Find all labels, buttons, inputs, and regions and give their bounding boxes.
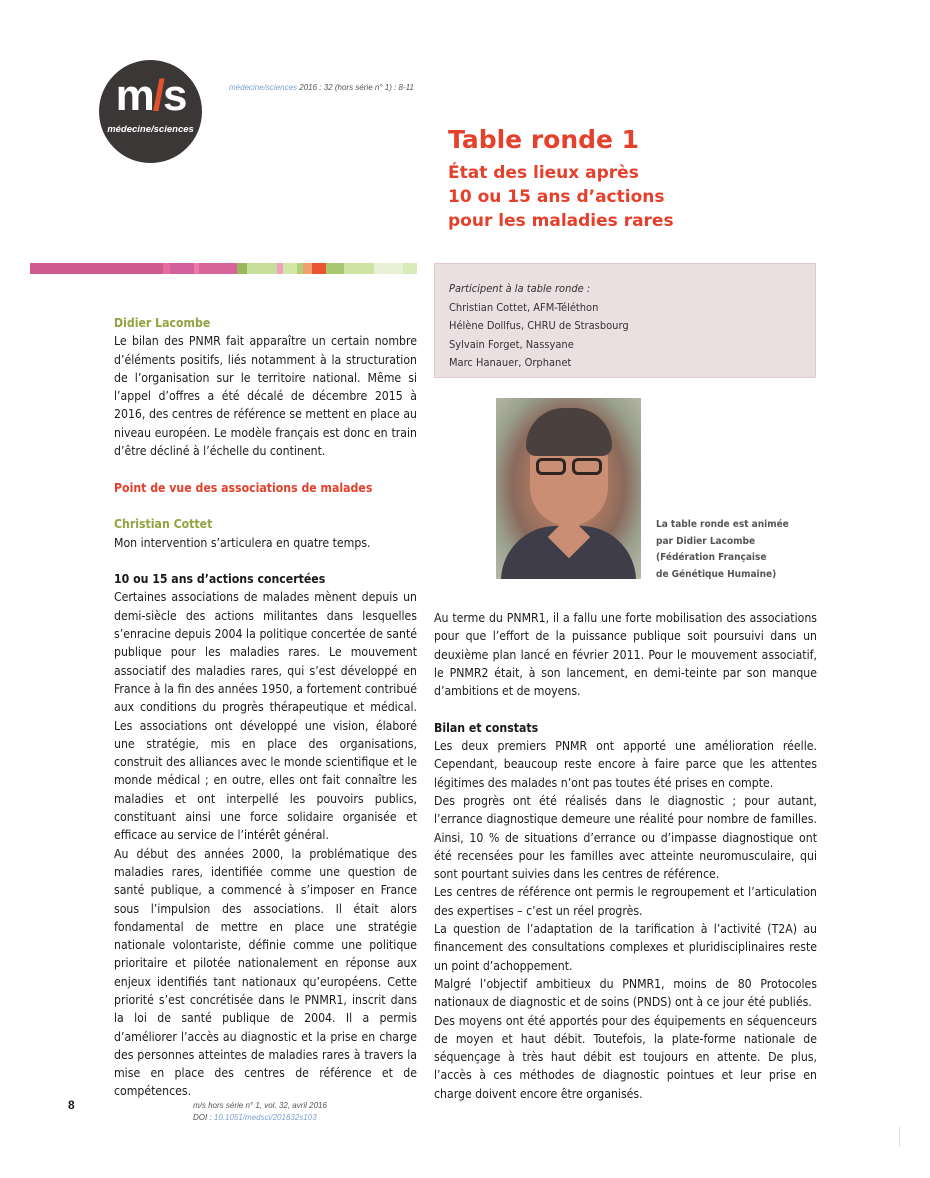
- color-bar-segment: [374, 263, 403, 274]
- participant-item: Sylvain Forget, Nassyane: [449, 337, 574, 351]
- section-heading: Point de vue des associations de malades: [114, 480, 373, 495]
- participant-item: Christian Cottet, AFM-Téléthon: [449, 300, 599, 314]
- color-bar-segment: [344, 263, 374, 274]
- footer-reference: [193, 1100, 327, 1124]
- page-subtitle-line: État des lieux après: [448, 163, 639, 183]
- paragraph: La question de l’adaptation de la tarification à l’activité (T2A) au financement des consultations complexes et pluridisciplinaires reste un point d’achoppement.: [434, 922, 817, 973]
- journal-reference: médecine/sciences 2016 ; 32 (hors série n° 1) : 8-11: [229, 83, 414, 92]
- color-bar-segment: [247, 263, 277, 274]
- photo-glasses-right: [572, 458, 602, 475]
- paragraph: Des progrès ont été réalisés dans le diagnostic ; pour autant, l’errance diagnostique demeure une réalité pour nombre de familles. Ainsi, 10 % de situations d’errance ou d’impasse diagnostique ont été recensées pour les familles avec atteinte neuromusculaire, qui sont pourtant suivies dans les centres de référence.: [434, 793, 817, 882]
- paragraph: Les centres de référence ont permis le regroupement et l’articulation des expertises – c’est un réel progrès.: [434, 885, 817, 918]
- paragraph: Certaines associations de malades mènent depuis un demi-siècle des actions militantes dans lesquelles s’enracine depuis 2004 la politique concertée de santé publique pour les maladies rares. Le mouvement associatif des maladies rares, qui s’est développé en France à la fin des années 1950, a fortement contribué aux conditions du progrès thérapeutique et médical. Les associations ont développé une vision, élaboré une stratégie, mis en place des organisations, construit des alliances avec le monde scientifique et le monde médical ; en outre, elles ont fait connaître les maladies et ont interpellé les pouvoirs publics, constituant ainsi une force solidaire organisée et efficace au service de l’intérêt général.: [114, 590, 417, 843]
- color-bar-segment: [170, 263, 194, 274]
- speaker-name: Christian Cottet: [114, 517, 213, 532]
- left-column: [114, 314, 417, 1101]
- participant-item: Hélène Dollfus, CHRU de Strasbourg: [449, 319, 629, 332]
- color-bar-segment: [326, 263, 344, 274]
- speaker-name: Didier Lacombe: [114, 316, 211, 330]
- color-bar-segment: [30, 263, 163, 274]
- edge-mark: [899, 1127, 900, 1147]
- paragraph: Des moyens ont été apportés pour des équipements en séquenceurs de moyen et haut débit. Toutefois, la plate-forme nationale de séquençage à très haut débit est toujours en attente. De plus, l’accès à ces méthodes de diagnostic pointues et leur prise en charge doivent encore être organisés.: [434, 1013, 817, 1101]
- title-block: [448, 125, 788, 233]
- paragraph: Les deux premiers PNMR ont apporté une amélioration réelle. Cependant, beaucoup reste encore à faire parce que les attentes légitimes des malades n’ont pas toutes été prises en compte.: [434, 739, 817, 790]
- logo-ms-text: m/s: [115, 71, 186, 120]
- logo-subtitle: médecine/sciences: [107, 124, 194, 135]
- paragraph: Malgré l’objectif ambitieux du PNMR1, moins de 80 Protocoles nationaux de diagnostic et de soins (PNDS) ont à ce jour été publiés.: [434, 976, 817, 1010]
- caption-line: par Didier Lacombe: [656, 535, 756, 547]
- photo-caption: [656, 517, 806, 583]
- caption-line: de Génétique Humaine): [656, 568, 777, 580]
- footer-ref-line: m/s hors série n° 1, vol. 32, avril 2016: [193, 1101, 327, 1110]
- photo-glasses-left: [536, 458, 566, 475]
- right-column: [434, 609, 817, 1103]
- decorative-color-bar: [30, 263, 417, 274]
- moderator-photo: [496, 398, 641, 579]
- participants-heading: Participent à la table ronde :: [449, 282, 591, 295]
- color-bar-segment: [237, 263, 247, 274]
- footer-doi: DOI : 10.1051/medsci/201632s103: [193, 1113, 317, 1122]
- paragraph: Mon intervention s’articulera en quatre temps.: [114, 535, 371, 550]
- color-bar-segment: [312, 263, 326, 274]
- photo-hair: [526, 408, 612, 456]
- paragraph: Au début des années 2000, la problématique des maladies rares, identifiée comme une question de santé publique, a commencé à s’imposer en France sous l’impulsion des associations. Il était alors fondamental de mettre en place une stratégie nationale volontariste, définie comme une politique prioritaire et pilotée nationalement en réponse aux enjeux identifiés tant nationaux qu’européens. Cette priorité s’est concrétisée dans le PNMR1, inscrit dans la loi de santé publique de 2004. Il a permis d’améliorer l’accès au diagnostic et la prise en charge des personnes atteintes de maladies rares à travers la mise en place des centres de référence et de compétences.: [114, 846, 417, 1099]
- color-bar-segment: [163, 263, 170, 274]
- journal-logo: [99, 60, 202, 163]
- color-bar-segment: [199, 263, 237, 274]
- paragraph: Au terme du PNMR1, il a fallu une forte mobilisation des associations pour que l’effort de la puissance publique soit poursuivi dans un deuxième plan lancé en février 2011. Pour le mouvement associatif, le PNMR2 était, à son lancement, en demi-teinte par son manque d’ambitions et de moyens.: [434, 611, 817, 699]
- page-title: Table ronde 1: [448, 125, 640, 154]
- color-bar-segment: [283, 263, 297, 274]
- participant-item: Marc Hanauer, Orphanet: [449, 356, 572, 369]
- page-subtitle-line: pour les maladies rares: [448, 211, 674, 231]
- participants-box: [434, 263, 816, 378]
- page-number: 8: [68, 1098, 75, 1112]
- subheading: 10 ou 15 ans d’actions concertées: [114, 572, 326, 587]
- paragraph: Le bilan des PNMR fait apparaître un certain nombre d’éléments positifs, liés notamment à la structuration de l’organisation sur le territoire national. Même si l’appel d’offres a été décalé de décembre 2015 à 2016, des centres de référence se mettent en place au niveau européen. Le modèle français est donc en train d’être décliné à l’échelle du continent.: [114, 334, 417, 459]
- color-bar-segment: [303, 263, 312, 274]
- page-subtitle-line: 10 ou 15 ans d’actions: [448, 187, 665, 207]
- caption-line: La table ronde est animée: [656, 519, 789, 530]
- color-bar-segment: [403, 263, 417, 274]
- caption-line: (Fédération Française: [656, 552, 767, 563]
- subheading: Bilan et constats: [434, 720, 539, 735]
